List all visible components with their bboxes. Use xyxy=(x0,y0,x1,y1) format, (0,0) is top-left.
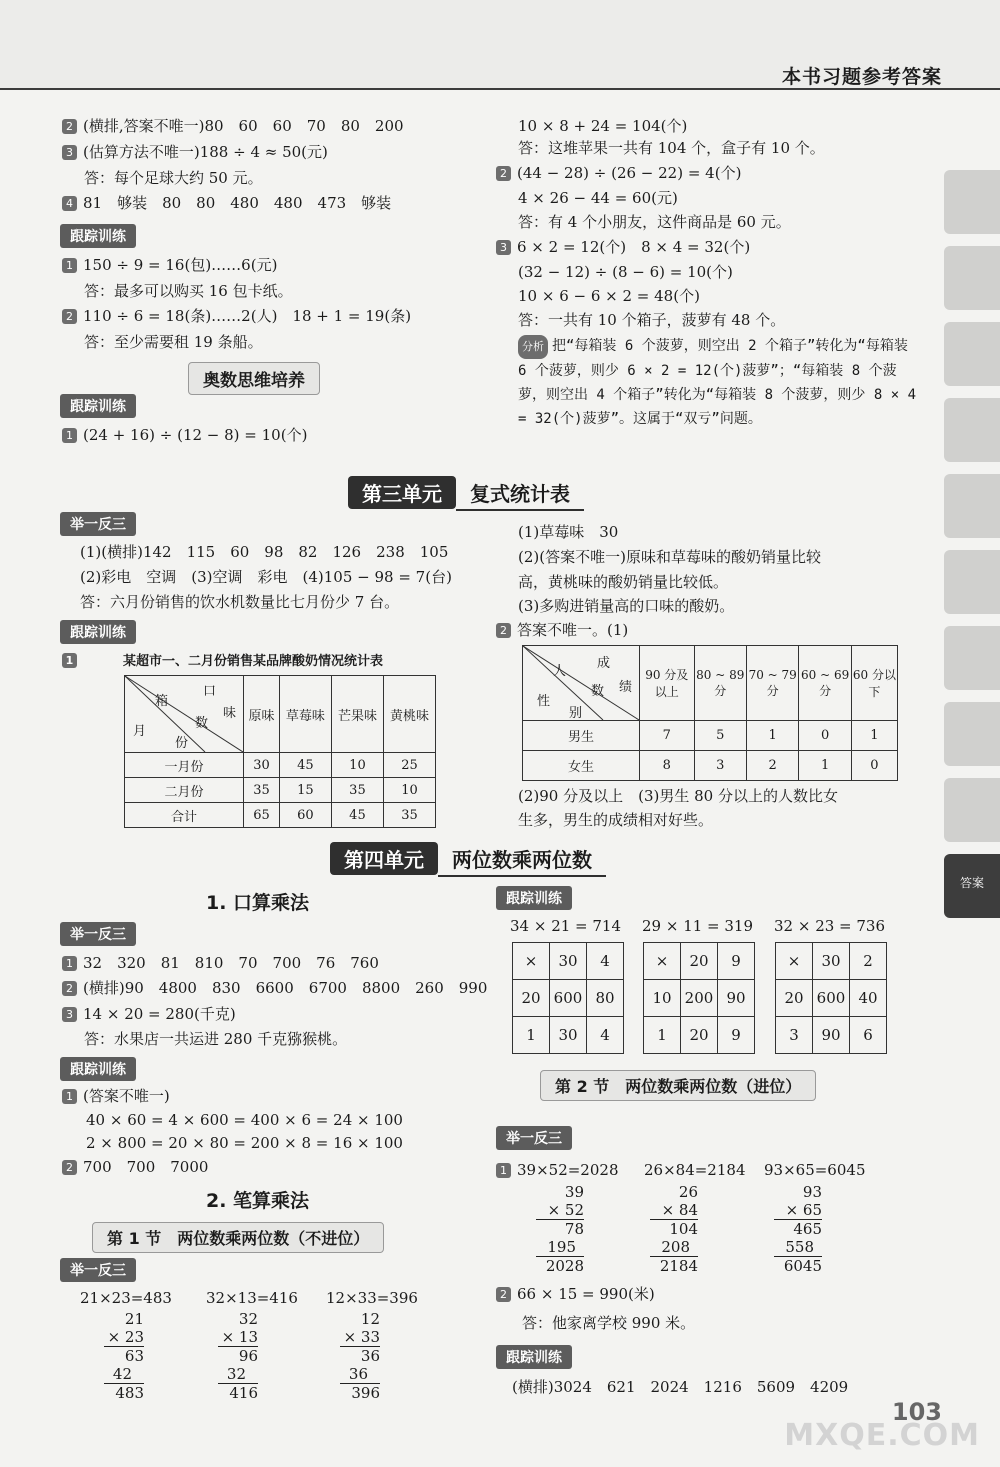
table-title: 1 某超市一、二月份销售某品牌酸奶情况统计表 xyxy=(62,652,383,672)
side-tab[interactable] xyxy=(944,626,1000,690)
vertical-multiplication: 93 × 65 465 558 6045 xyxy=(774,1183,822,1275)
answer-line: (2)(答案不唯一)原味和草莓味的酸奶销量比较 xyxy=(518,548,821,566)
item-number: 1 xyxy=(62,428,77,443)
side-tab[interactable] xyxy=(944,550,1000,614)
item-number: 2 xyxy=(496,166,511,181)
item-number: 1 xyxy=(62,258,77,273)
table-row: 二月份 35 15 35 10 xyxy=(125,778,436,803)
vertical-multiplication: 21 × 23 63 42 483 xyxy=(104,1310,144,1402)
item-number: 2 xyxy=(62,119,77,134)
table-row: 女生 8 3 2 1 0 xyxy=(523,751,898,781)
answer-line: 2 × 800 = 20 × 80 = 200 × 8 = 16 × 100 xyxy=(86,1134,403,1152)
item-number: 2 xyxy=(62,1160,77,1175)
analysis-note xyxy=(518,334,918,431)
multiplication-grid: × 20 9 10 200 90 1 20 9 xyxy=(643,942,755,1054)
answer-line: 1 (24 + 16) ÷ (12 − 8) = 10(个) xyxy=(62,425,307,445)
answer-line: 2 110 ÷ 6 = 18(条)……2(人) 18 + 1 = 19(条) xyxy=(62,306,411,326)
side-tab[interactable] xyxy=(944,246,1000,310)
page-number: 103 xyxy=(891,1398,942,1426)
answer-line: 2 (横排,答案不唯一)80 60 60 70 80 200 xyxy=(62,116,404,136)
side-tab[interactable] xyxy=(944,398,1000,462)
table-corner-cell: 人 成 数 绩 性 别 xyxy=(523,646,640,721)
equation: 32 × 23 = 736 xyxy=(774,917,886,935)
item-number: 1 xyxy=(62,653,77,668)
vertical-multiplication: 39 × 52 78 195 2028 xyxy=(536,1183,584,1275)
table-row: 合计 65 60 45 35 xyxy=(125,803,436,828)
equation: 34 × 21 = 714 xyxy=(510,917,622,935)
table-header: 原味 xyxy=(244,676,280,753)
answer-line: 1 150 ÷ 9 = 16(包)……6(元) xyxy=(62,255,277,275)
section-tag: 举一反三 xyxy=(496,1126,572,1150)
equation: 29 × 11 = 319 xyxy=(642,917,754,935)
table-header: 草莓味 xyxy=(279,676,331,753)
table-header: 60 ~ 69 分 xyxy=(799,646,851,721)
item-number: 1 xyxy=(62,956,77,971)
section-tag: 跟踪训练 xyxy=(60,224,136,248)
section-tag: 跟踪训练 xyxy=(496,886,572,910)
unit-name: 两位数乘两位数 xyxy=(438,842,606,877)
table-row: 一月份 30 45 10 25 xyxy=(125,753,436,778)
section-heading: 2. 笔算乘法 xyxy=(206,1190,310,1212)
analysis-badge: 分析 xyxy=(518,335,548,359)
answer-line: 3 6 × 2 = 12(个) 8 × 4 = 32(个) xyxy=(496,237,750,257)
answer-line: (2)90 分及以上 (3)男生 80 分以上的人数比女 xyxy=(518,787,838,805)
equation: 32×13=416 xyxy=(206,1289,298,1307)
section-heading: 1. 口算乘法 xyxy=(206,892,310,914)
answer-line: (2)彩电 空调 (3)空调 彩电 (4)105 − 98 = 7(台) xyxy=(80,568,452,586)
table-row: 男生 7 5 1 0 1 xyxy=(523,721,898,751)
item-number: 3 xyxy=(62,1007,77,1022)
answer-line: 答：水果店一共运进 280 千克猕猴桃。 xyxy=(84,1030,348,1048)
item-number: 1 xyxy=(62,1089,77,1104)
equation: 93×65=6045 xyxy=(764,1161,866,1179)
page-header-title: 本书习题参考答案 xyxy=(781,66,942,88)
answer-line: 答：这堆苹果一共有 104 个，盒子有 10 个。 xyxy=(518,139,825,157)
answer-line: 答：最多可以购买 16 包卡纸。 xyxy=(84,282,293,300)
answer-line: 生多，男生的成绩相对好些。 xyxy=(518,811,714,829)
section-banner: 奥数思维培养 xyxy=(188,362,320,395)
table-header: 黄桃味 xyxy=(383,676,435,753)
section-tag: 跟踪训练 xyxy=(60,620,136,644)
item-number: 3 xyxy=(496,240,511,255)
answer-line: 2 (横排)90 4800 830 6600 6700 8800 260 990 xyxy=(62,978,487,998)
unit-four-heading xyxy=(330,842,606,874)
section-tag: 跟踪训练 xyxy=(60,394,136,418)
item-number: 2 xyxy=(62,981,77,996)
subsection-banner: 第 1 节 两位数乘两位数（不进位） xyxy=(92,1222,384,1253)
side-tab[interactable] xyxy=(944,702,1000,766)
section-tag: 举一反三 xyxy=(60,512,136,536)
answer-line: 答：他家离学校 990 米。 xyxy=(522,1314,696,1332)
answer-line: 高，黄桃味的酸奶销量比较低。 xyxy=(518,573,729,591)
answer-line: 3 14 × 20 = 280(千克) xyxy=(62,1004,236,1024)
item-number: 1 xyxy=(496,1163,511,1178)
table-header: 芒果味 xyxy=(331,676,383,753)
answer-line: 答：至少需要租 19 条船。 xyxy=(84,333,263,351)
table-corner-cell: 箱 口 数 味 月 份 xyxy=(125,676,244,753)
answer-line: 1 39×52=2028 xyxy=(496,1160,618,1180)
unit-name: 复式统计表 xyxy=(456,476,584,511)
answer-line: 4 × 26 − 44 = 60(元) xyxy=(518,189,678,207)
equation: 21×23=483 xyxy=(80,1289,172,1307)
item-number: 2 xyxy=(496,1287,511,1302)
table-header: 60 分以下 xyxy=(851,646,897,721)
vertical-multiplication: 26 × 84 104 208 2184 xyxy=(650,1183,698,1275)
item-number: 2 xyxy=(62,309,77,324)
side-tab[interactable] xyxy=(944,322,1000,386)
answer-line: 2 (44 − 28) ÷ (26 − 22) = 4(个) xyxy=(496,163,741,183)
analysis-text: 把“每箱装 6 个菠萝，则空出 2 个箱子”转化为“每箱装 6 个菠萝，则少 6 × 2 = 12(个)菠萝”；“每箱装 8 个菠萝，则空出 4 个箱子”转化为“每箱装 8 个菠萝，则少 8 × 4 = 32(个)菠萝”。这属于“双亏”问题。 xyxy=(518,338,917,427)
answer-line: 3 (估算方法不唯一)188 ÷ 4 ≈ 50(元) xyxy=(62,142,328,162)
answer-line: 10 × 8 + 24 = 104(个) xyxy=(518,117,688,135)
answer-line: 2 700 700 7000 xyxy=(62,1157,208,1177)
answer-line: 10 × 6 − 6 × 2 = 48(个) xyxy=(518,287,700,305)
answer-line: 40 × 60 = 4 × 600 = 400 × 6 = 24 × 100 xyxy=(86,1111,403,1129)
answer-line: 答：有 4 个小朋友，这件商品是 60 元。 xyxy=(518,213,791,231)
unit-number: 第四单元 xyxy=(330,842,438,875)
side-tab[interactable] xyxy=(944,170,1000,234)
answer-line: 1 32 320 81 810 70 700 76 760 xyxy=(62,953,379,973)
subsection-banner: 第 2 节 两位数乘两位数（进位） xyxy=(540,1070,816,1101)
section-tag: 跟踪训练 xyxy=(496,1345,572,1369)
section-tag: 举一反三 xyxy=(60,922,136,946)
yogurt-table xyxy=(124,675,436,828)
answer-line: (横排)3024 621 2024 1216 5609 4209 xyxy=(512,1378,849,1396)
answer-line: 4 81 够装 80 80 480 480 473 够装 xyxy=(62,193,391,213)
table-header: 80 ~ 89 分 xyxy=(694,646,746,721)
answer-line: 2 答案不唯一。(1) xyxy=(496,620,628,640)
side-tab[interactable] xyxy=(944,778,1000,842)
vertical-multiplication: 12 × 33 36 36 396 xyxy=(340,1310,380,1402)
multiplication-grid: × 30 2 20 600 40 3 90 6 xyxy=(775,942,887,1054)
section-tag: 举一反三 xyxy=(60,1258,136,1282)
answer-line: (3)多购进销量高的口味的酸奶。 xyxy=(518,597,735,615)
equation: 26×84=2184 xyxy=(644,1161,746,1179)
score-table xyxy=(522,645,898,781)
vertical-multiplication: 32 × 13 96 32 416 xyxy=(218,1310,258,1402)
unit-number: 第三单元 xyxy=(348,476,456,509)
answer-line: (1)(横排)142 115 60 98 82 126 238 105 xyxy=(80,543,449,561)
section-tag: 跟踪训练 xyxy=(60,1057,136,1081)
watermark: MXQE.COM xyxy=(784,1418,980,1453)
side-tab-answers[interactable]: 答案 xyxy=(944,854,1000,918)
answer-line: 答：一共有 10 个箱子，菠萝有 48 个。 xyxy=(518,311,786,329)
side-tabs xyxy=(944,170,1000,930)
answer-line: 1 (答案不唯一) xyxy=(62,1086,170,1106)
item-number: 4 xyxy=(62,196,77,211)
item-number: 3 xyxy=(62,145,77,160)
answer-line: 答：六月份销售的饮水机数量比七月份少 7 台。 xyxy=(80,593,400,611)
equation: 12×33=396 xyxy=(326,1289,418,1307)
multiplication-grid: × 30 4 20 600 80 1 30 4 xyxy=(512,942,624,1054)
unit-three-heading xyxy=(348,476,584,508)
answer-line: (32 − 12) ÷ (8 − 6) = 10(个) xyxy=(518,263,733,281)
item-number: 2 xyxy=(496,623,511,638)
table-header: 90 分及以上 xyxy=(640,646,695,721)
table-header: 70 ~ 79 分 xyxy=(746,646,798,721)
answer-line: 答：每个足球大约 50 元。 xyxy=(84,169,263,187)
answer-line: (1)草莓味 30 xyxy=(518,523,619,541)
side-tab[interactable] xyxy=(944,474,1000,538)
answer-line: 2 66 × 15 = 990(米) xyxy=(496,1284,655,1304)
